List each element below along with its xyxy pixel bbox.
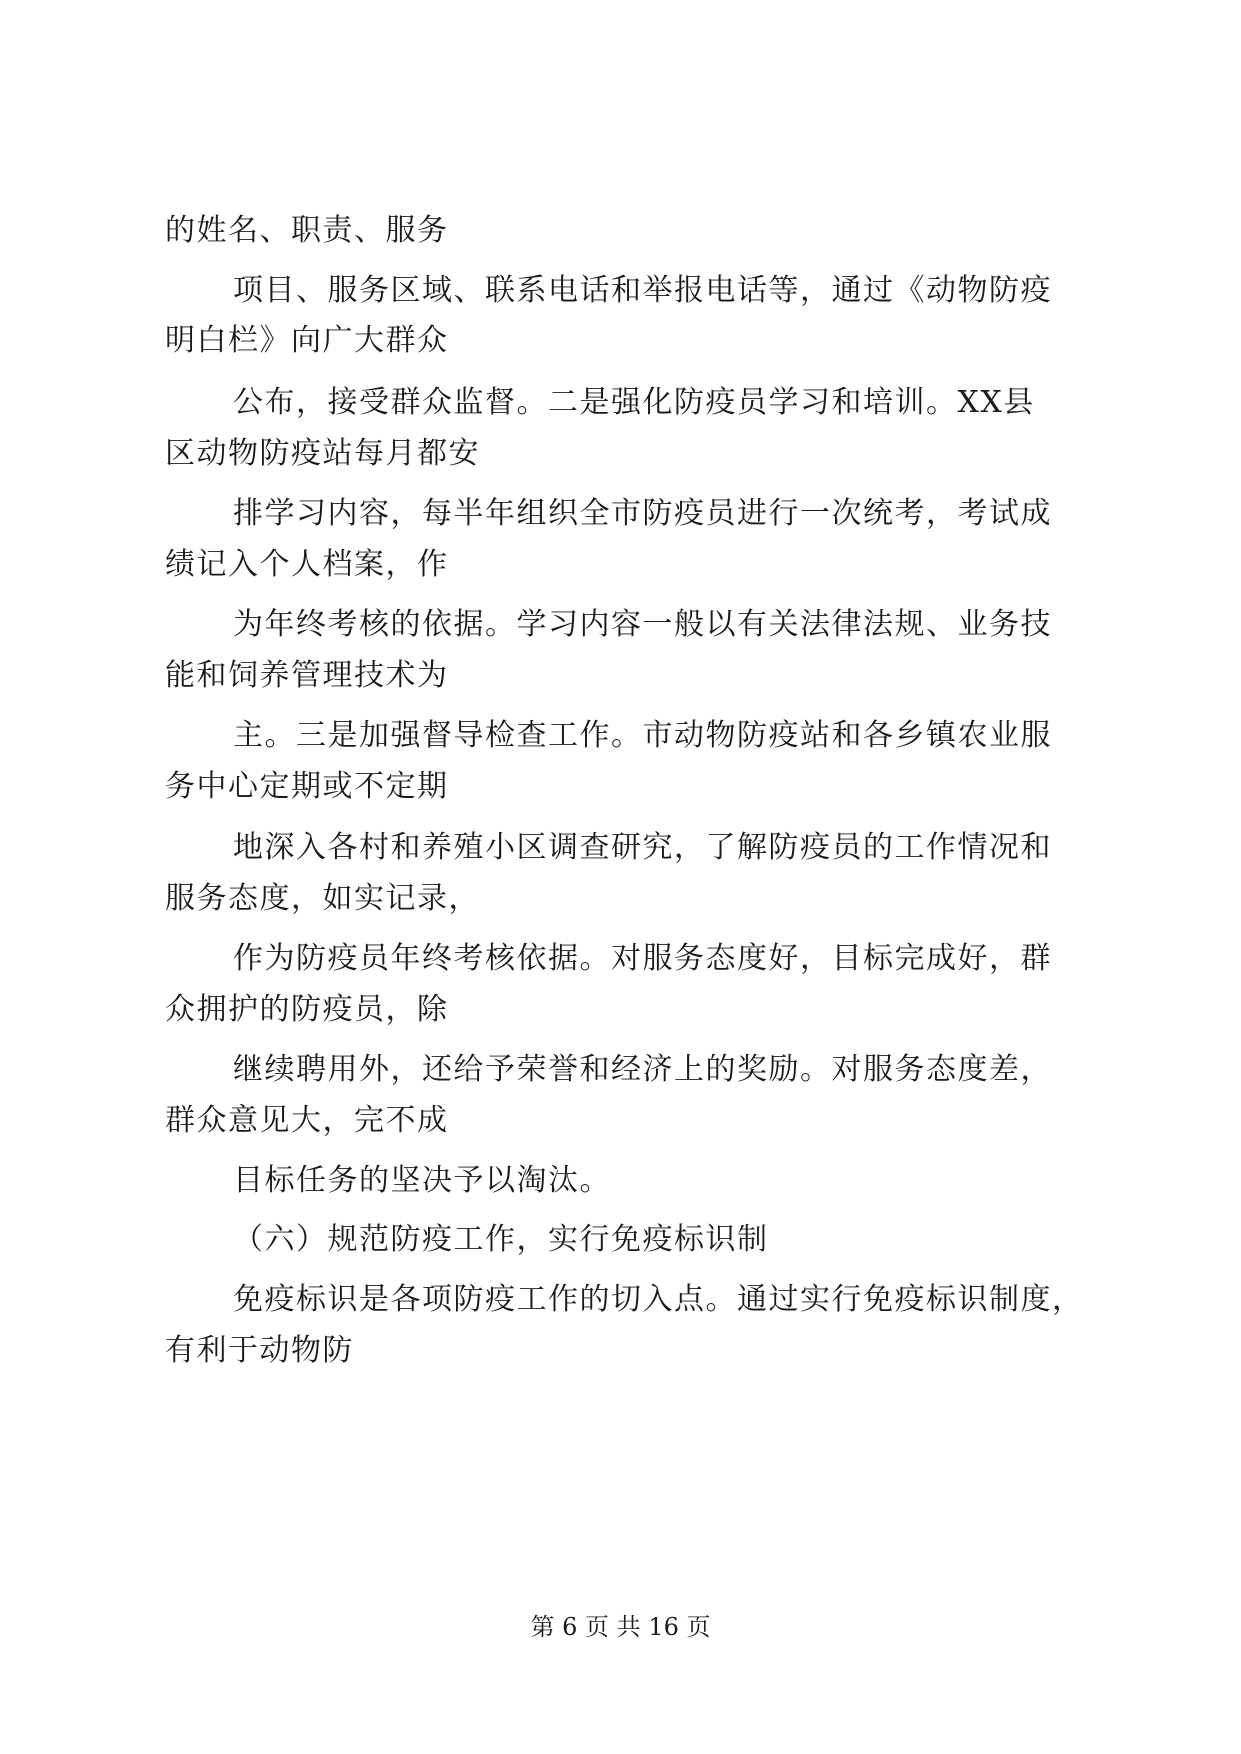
text-line: 的姓名、职责、服务: [165, 213, 449, 248]
text-line: 群众意见大，完不成: [165, 1103, 449, 1138]
text-line: 明白栏》向广大群众: [165, 323, 449, 358]
text-line: 公布，接受群众监督。二是强化防疫员学习和培训。XX县: [233, 385, 1035, 420]
text-line: 地深入各村和养殖小区调查研究，了解防疫员的工作情况和: [233, 830, 1052, 865]
text-line: 务中心定期或不定期: [165, 769, 449, 804]
text-line: 众拥护的防疫员，除: [165, 992, 449, 1027]
text-line: 继续聘用外，还给予荣誉和经济上的奖励。对服务态度差，: [233, 1052, 1052, 1087]
text-line: 作为防疫员年终考核依据。对服务态度好，目标完成好，群: [233, 941, 1052, 976]
text-line: 为年终考核的依据。学习内容一般以有关法律法规、业务技: [233, 607, 1052, 642]
text-line: 能和饲养管理技术为: [165, 658, 449, 693]
text-line: 目标任务的坚决予以淘汰。: [233, 1163, 611, 1198]
text-line: 区动物防疫站每月都安: [165, 436, 480, 471]
text-line: 排学习内容，每半年组织全市防疫员进行一次统考，考试成: [233, 496, 1052, 531]
text-line: 有利于动物防: [165, 1333, 354, 1368]
page-footer: 第 6 页 共 16 页: [530, 1613, 711, 1641]
text-line: 服务态度，如实记录，: [165, 881, 480, 916]
text-line: 绩记入个人档案，作: [165, 547, 449, 582]
section-heading: （六）规范防疫工作，实行免疫标识制: [233, 1222, 769, 1257]
text-line: 项目、服务区域、联系电话和举报电话等，通过《动物防疫: [233, 273, 1052, 308]
text-line: 免疫标识是各项防疫工作的切入点。通过实行免疫标识制度，: [233, 1282, 1084, 1317]
text-line: 主。三是加强督导检查工作。市动物防疫站和各乡镇农业服: [233, 718, 1052, 753]
